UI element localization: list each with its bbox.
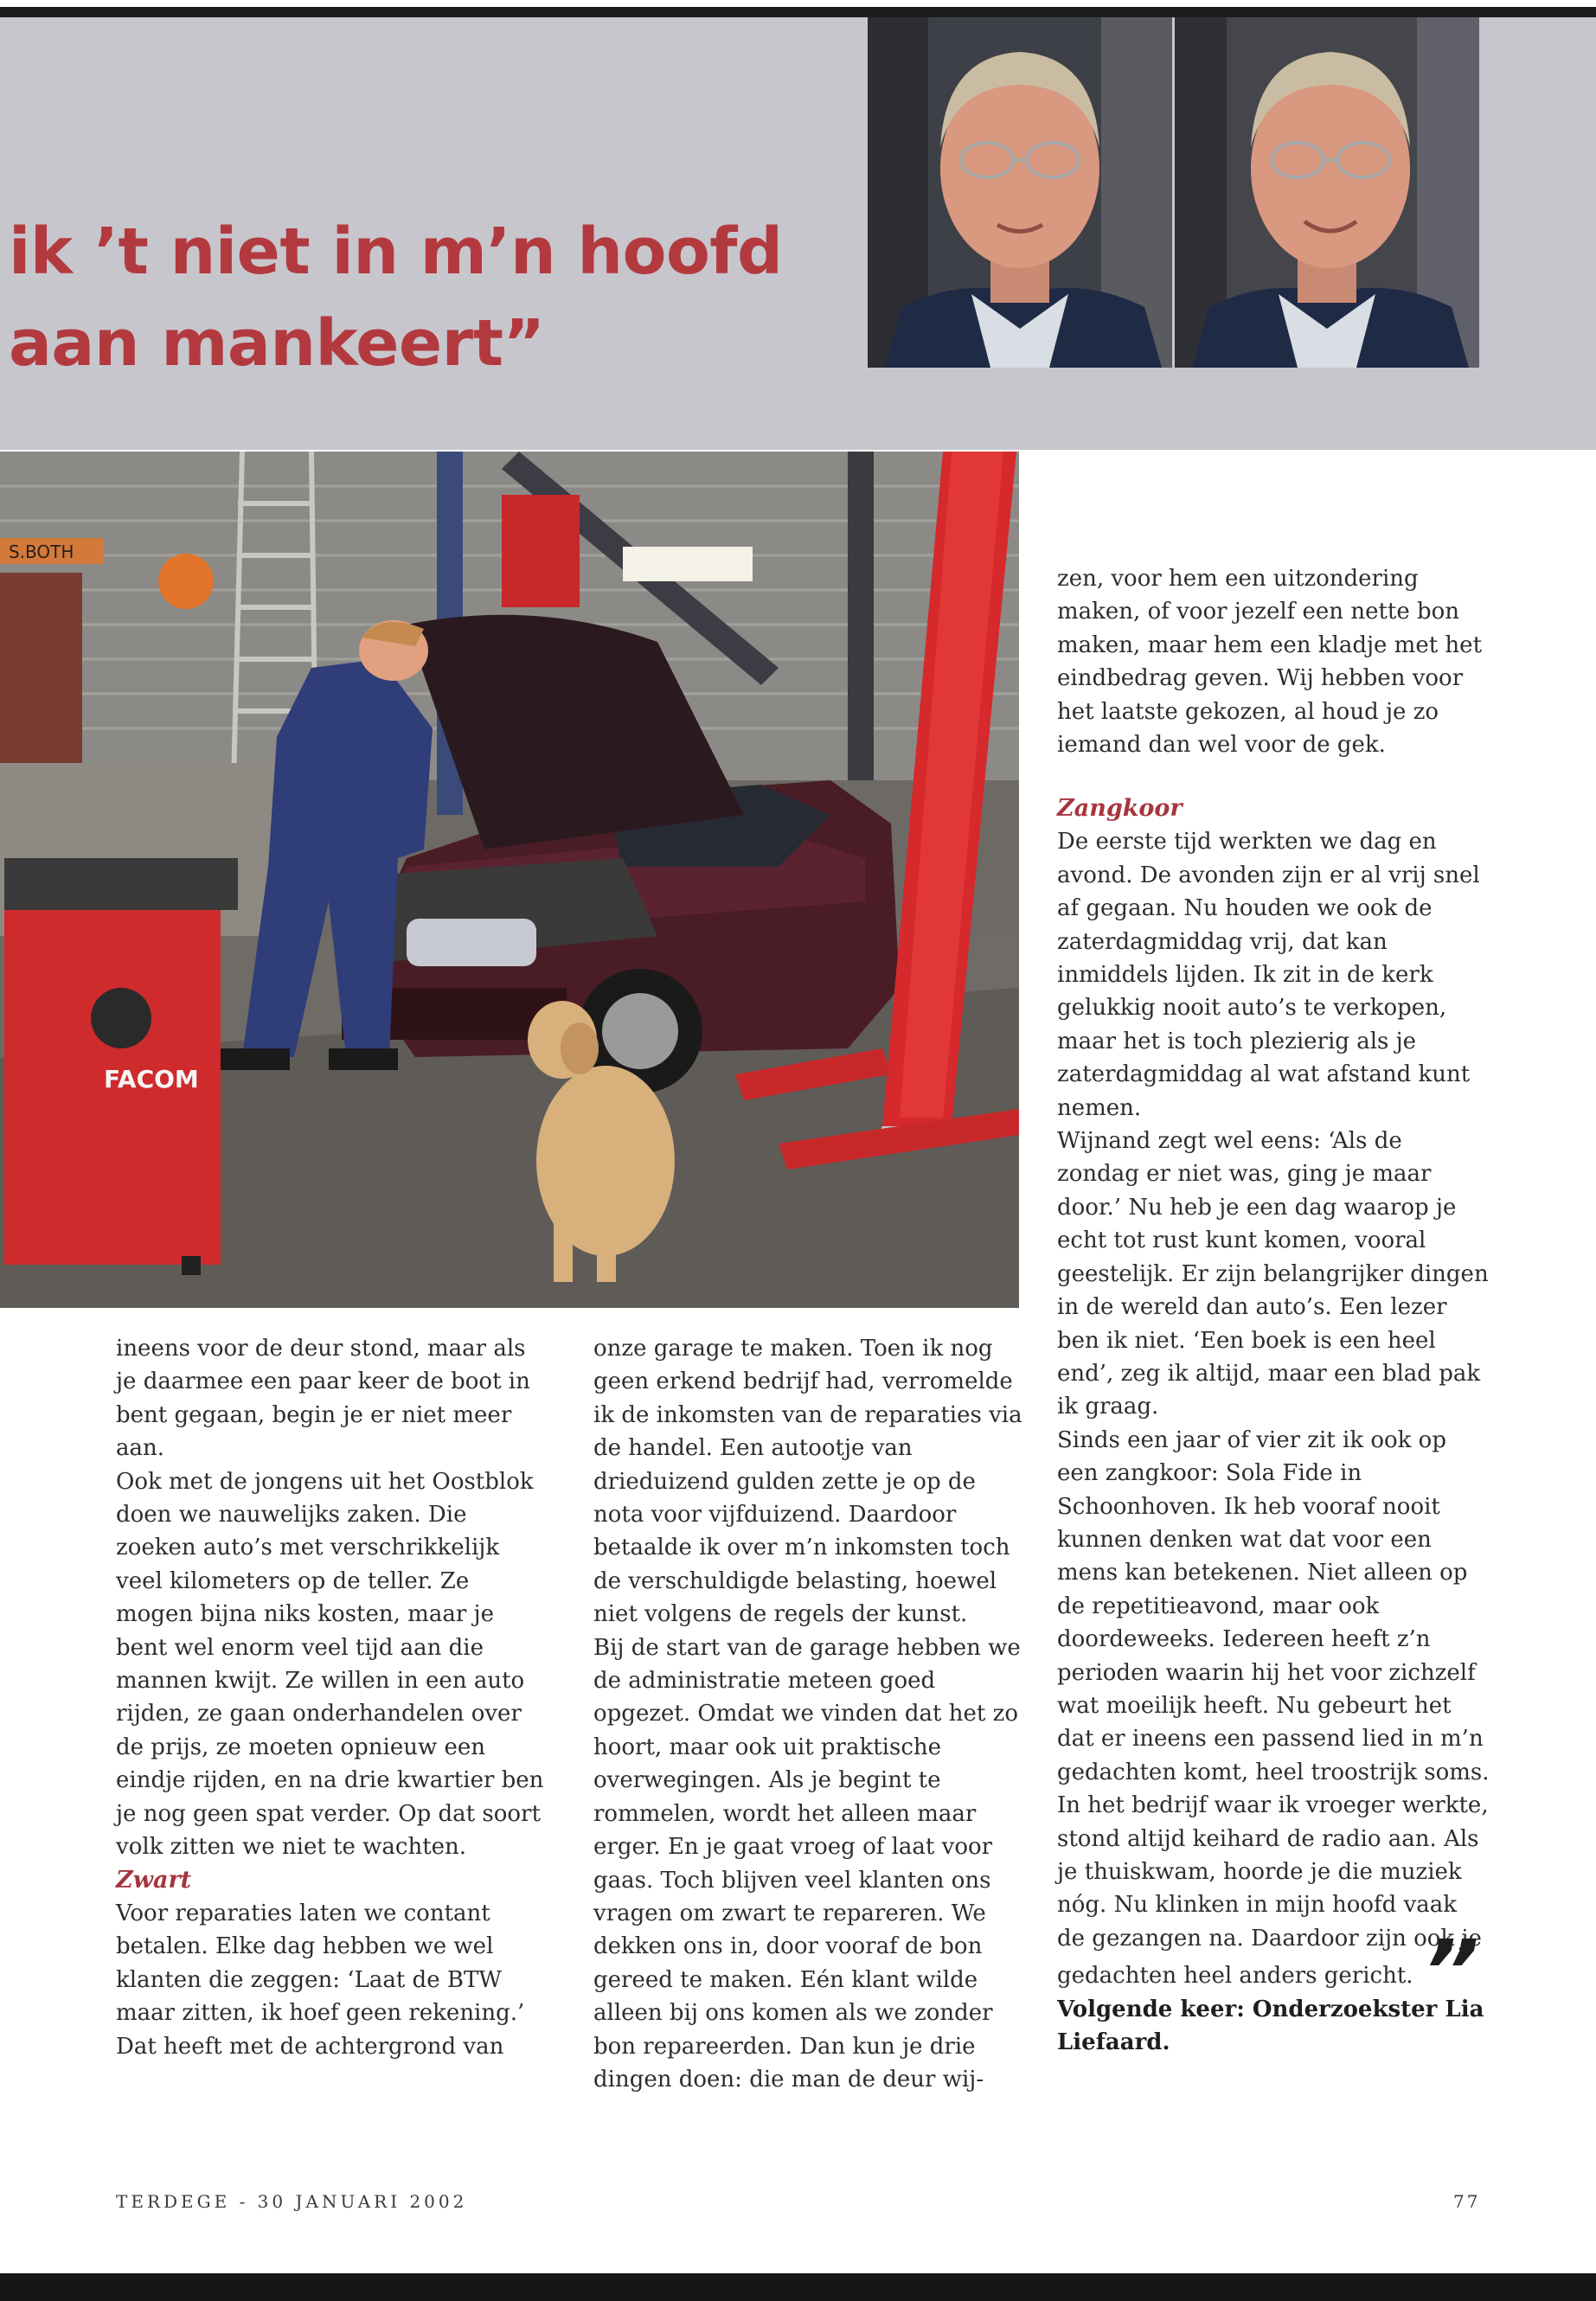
paragraph: Wijnand zegt wel eens: ‘Als de zondag er niet was, ging je maar door.’ Nu heb je een dag waarop je echt tot rust kunt komen, vooral geestelijk. Er zijn belangrijker dingen in de wereld dan auto’s. Een lezer ben ik niet. ‘Een boek is een heel end’, zeg ik altijd, maar een blad pak ik graag. — [1057, 1128, 1489, 1420]
portrait-illustration-2 — [1175, 17, 1479, 368]
svg-text:S.BOTH: S.BOTH — [9, 542, 74, 562]
paragraph: zen, voor hem een uitzondering maken, of voor jezelf een nette bon maken, maar hem een kladje met het eindbedrag geven. Wij hebben voor het laatste gekozen, al houd je zo iemand dan wel voor de gek. — [1057, 566, 1483, 759]
portrait-illustration-1 — [868, 17, 1172, 368]
portrait-photo-2 — [1175, 17, 1479, 368]
subhead-zangkoor: Zangkoor — [1057, 795, 1183, 822]
svg-text:FACOM: FACOM — [104, 1065, 199, 1093]
paragraph: ineens voor de deur stond, maar als je daarmee een paar keer de boot in bent gegaan, begin je er niet meer aan. — [116, 1336, 530, 1462]
paragraph: Bij de start van de garage hebben we de administratie meteen goed opgezet. Omdat we vinden dat het zo hoort, maar ook uit praktische overwegingen. Als je begint te rommelen, wordt het alleen maar erger. En je gaat vroeg of laat voor gaas. Toch blijven veel klanten ons vragen om zwart te repareren. We dekken ons in, door vooraf de bon gereed te maken. Eén klant wilde alleen bij ons komen als we zonder bon repareerden. Dan kun je drie dingen doen: die man de deur wij- — [593, 1634, 1021, 2093]
headline-line-2: aan mankeert” — [9, 306, 545, 381]
garage-illustration — [0, 452, 1019, 1308]
next-time-note: Volgende keer: Onderzoekster Lia Liefaard. — [1057, 1996, 1484, 2056]
magazine-footer: TERDEGE - 30 JANUARI 2002 — [116, 2191, 468, 2212]
subhead-zwart: Zwart — [116, 1866, 192, 1894]
paragraph-text: Sinds een jaar of vier zit ik ook op een zangkoor: Sola Fide in Schoonhoven. Ik heb vooraf nooit kunnen denken wat dat voor een mens kan betekenen. Niet alleen op de repetitieavond, maar ook doordeweeks. Iedereen heeft z’n perioden waarin hij het voor zichzelf wat moeilijk heeft. Nu gebeurt het dat er ineens een passend lied in m’n gedachten komt, heel troostrijk soms. In het bedrijf waar ik vroeger werkte, stond altijd keihard de radio aan. Als je thuiskwam, hoorde je die muziek nóg. Nu klinken in mijn hoofd vaak de gezangen na. Daardoor zijn ook je gedachten heel anders gericht. — [1057, 1426, 1490, 1990]
headline-line-1: ik ’t niet in m’n hoofd — [9, 215, 783, 289]
paragraph: Voor reparaties laten we contant betalen. Elke dag hebben we wel klanten die zeggen: ‘Laat de BTW maar zitten, ik hoef geen rekening.’ Dat heeft met de achtergrond van — [116, 1900, 525, 2060]
end-quote-mark: ” — [1423, 1921, 1467, 2023]
article-column-right-top — [1057, 562, 1490, 761]
garage-photo — [0, 452, 1019, 1308]
article-column-middle — [593, 1332, 1026, 2096]
bottom-rule — [0, 2273, 1596, 2301]
paragraph: onze garage te maken. Toen ik nog geen erkend bedrijf had, verromelde ik de inkomsten van de reparaties via de handel. Een autootje van drieduizend gulden zette je op de nota voor vijfduizend. Daardoor betaalde ik over m’n inkomsten toch de verschuldigde belasting, hoewel niet volgens de regels der kunst. — [593, 1336, 1022, 1628]
paragraph: De eerste tijd werkten we dag en avond. De avonden zijn er al vrij snel af gegaan. Nu houden we ook de zaterdagmiddag vrij, dat kan inmiddels lijden. Ik zit in de kerk gelukkig nooit auto’s te verkopen, maar het is toch plezierig als je zaterdagmiddag al wat afstand kunt nemen. — [1057, 829, 1480, 1121]
paragraph-final — [1057, 1424, 1490, 2023]
article-column-left — [116, 1332, 548, 2063]
paragraph: Ook met de jongens uit het Oostblok doen we nauwelijks zaken. Die zoeken auto’s met verschrikkelijk veel kilometers op de teller. Ze mogen bijna niks kosten, maar je bent wel enorm veel tijd aan die mannen kwijt. Ze willen in een auto rijden, ze gaan onderhandelen over de prijs, ze moeten opnieuw een eindje rijden, en na drie kwartier ben je nog geen spat verder. Op dat soort volk zitten we niet te wachten. — [116, 1468, 544, 1861]
top-rule — [0, 7, 1596, 17]
page-number: 77 — [1453, 2191, 1481, 2212]
headline — [9, 206, 865, 389]
portrait-photo-1 — [868, 17, 1172, 368]
article-column-right — [1057, 792, 1490, 2059]
